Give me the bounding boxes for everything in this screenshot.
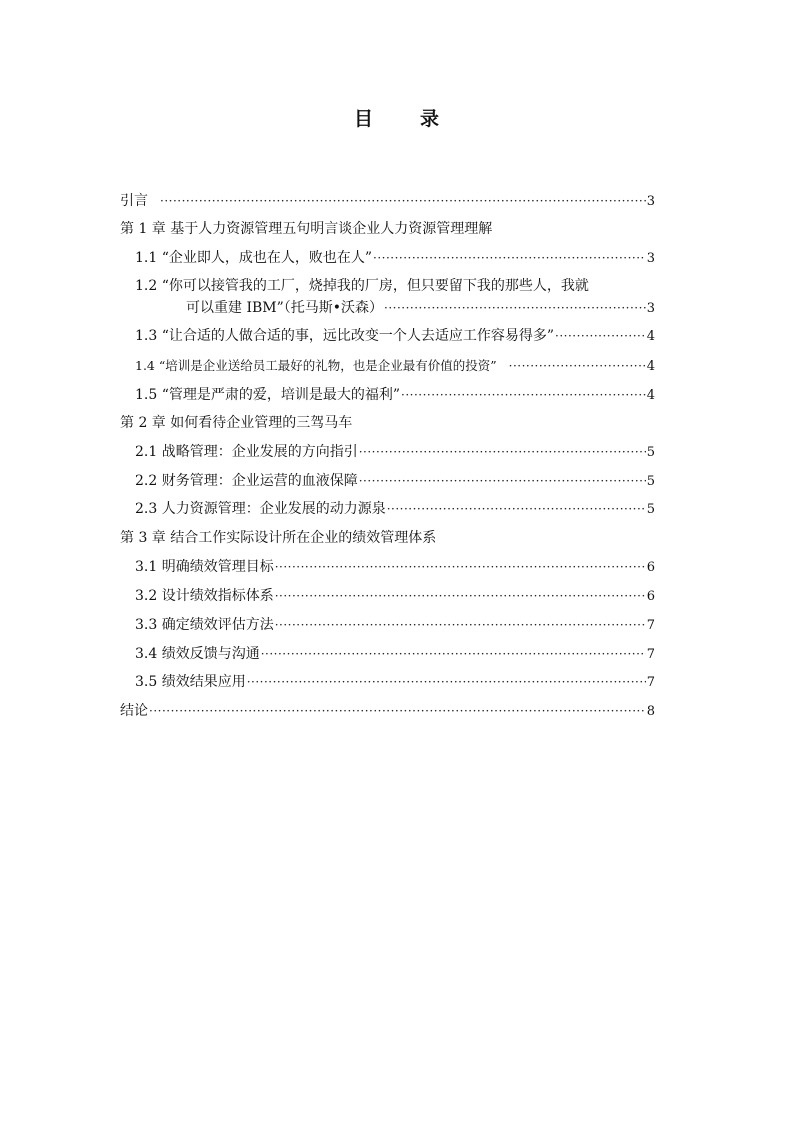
toc-entry-text: 1.3 “让合适的人做合适的事，远比改变一个人去适应工作容易得多” <box>135 328 555 344</box>
toc-entry-text: 1.2 “你可以接管我的工厂，烧掉我的厂房，但只要留下我的那些人，我就 <box>135 278 589 294</box>
toc-entry-text: 2.1 战略管理：企业发展的方向指引 <box>135 444 358 460</box>
toc-page-number: 3 <box>646 301 655 316</box>
toc-entry-3-2[interactable] <box>135 585 655 607</box>
toc-entry-1-4[interactable] <box>135 355 655 377</box>
toc-page-number: 5 <box>646 502 655 517</box>
toc-entry-text: 结论 <box>120 703 148 719</box>
toc-page-number: 3 <box>646 251 655 266</box>
toc-entry-1-3[interactable] <box>135 325 655 347</box>
toc-entry-2-2[interactable] <box>135 470 655 492</box>
toc-entry-text: 2.3 人力资源管理：企业发展的动力源泉 <box>135 501 386 517</box>
toc-entry-text: 引言 <box>120 193 148 209</box>
toc-leader-dots <box>275 556 646 578</box>
toc-entry-text: 3.4 绩效反馈与沟通 <box>135 646 260 662</box>
toc-entry-conclusion[interactable] <box>120 700 655 722</box>
toc-page-number: 4 <box>646 388 655 403</box>
toc-page-number: 8 <box>646 704 655 719</box>
toc-leader-dots <box>275 614 646 636</box>
toc-entry-2-1[interactable] <box>135 441 655 463</box>
toc-leader-dots <box>275 585 646 607</box>
toc-entry-3-5[interactable] <box>135 671 655 693</box>
toc-entry-text: 3.2 设计绩效指标体系 <box>135 588 274 604</box>
toc-leader-dots <box>509 355 646 377</box>
toc-leader-dots <box>261 643 646 665</box>
toc-entry-text: 1.4 “培训是企业送给员工最好的礼物，也是企业最有价值的投资” <box>135 358 497 373</box>
toc-leader-dots <box>373 247 646 269</box>
toc-entry-text: 可以重建 IBM”（托马斯•沃森） <box>186 300 384 316</box>
toc-entry-introduction[interactable] <box>120 190 655 212</box>
toc-chapter-2[interactable] <box>120 412 352 434</box>
toc-page-number: 7 <box>646 675 655 690</box>
toc-chapter-3[interactable] <box>120 527 436 549</box>
page-title: 目 录 <box>353 108 453 130</box>
toc-entry-text: 第 2 章 如何看待企业管理的三驾马车 <box>120 415 353 431</box>
toc-entry-3-3[interactable] <box>135 614 655 636</box>
toc-leader-dots <box>359 441 646 463</box>
toc-page-number: 5 <box>646 474 655 489</box>
toc-page-number: 4 <box>646 359 655 374</box>
toc-page-number: 4 <box>646 329 655 344</box>
toc-page-number: 6 <box>646 560 655 575</box>
toc-page-number: 3 <box>646 194 655 209</box>
toc-leader-dots <box>384 297 646 319</box>
toc-entry-text: 第 1 章 基于人力资源管理五句明言谈企业人力资源管理理解 <box>120 221 493 237</box>
toc-entry-1-2-continued[interactable] <box>186 297 655 319</box>
toc-entry-text: 3.1 明确绩效管理目标 <box>135 559 274 575</box>
toc-entry-text: 1.5 “管理是严肃的爱，培训是最大的福利” <box>135 387 401 403</box>
toc-leader-dots <box>149 700 646 722</box>
toc-entry-1-5[interactable] <box>135 384 655 406</box>
toc-leader-dots <box>160 190 646 212</box>
toc-leader-dots <box>387 498 646 520</box>
toc-chapter-1[interactable] <box>120 218 492 240</box>
toc-entry-3-1[interactable] <box>135 556 655 578</box>
toc-page-number: 7 <box>646 647 655 662</box>
toc-entry-text: 2.2 财务管理：企业运营的血液保障 <box>135 473 358 489</box>
toc-entry-1-2[interactable] <box>135 275 589 297</box>
toc-entry-3-4[interactable] <box>135 643 655 665</box>
toc-page-number: 6 <box>646 589 655 604</box>
toc-leader-dots <box>247 671 646 693</box>
toc-entry-text: 3.5 绩效结果应用 <box>135 674 246 690</box>
toc-entry-text: 3.3 确定绩效评估方法 <box>135 617 274 633</box>
toc-entry-2-3[interactable] <box>135 498 655 520</box>
toc-entry-text: 第 3 章 结合工作实际设计所在企业的绩效管理体系 <box>120 530 437 546</box>
toc-entry-text: 1.1 “企业即人，成也在人，败也在人” <box>135 250 373 266</box>
toc-leader-dots <box>359 470 646 492</box>
toc-entry-1-1[interactable] <box>135 247 655 269</box>
toc-leader-dots <box>555 325 646 347</box>
toc-leader-dots <box>401 384 646 406</box>
toc-page-number: 7 <box>646 618 655 633</box>
toc-page-number: 5 <box>646 445 655 460</box>
